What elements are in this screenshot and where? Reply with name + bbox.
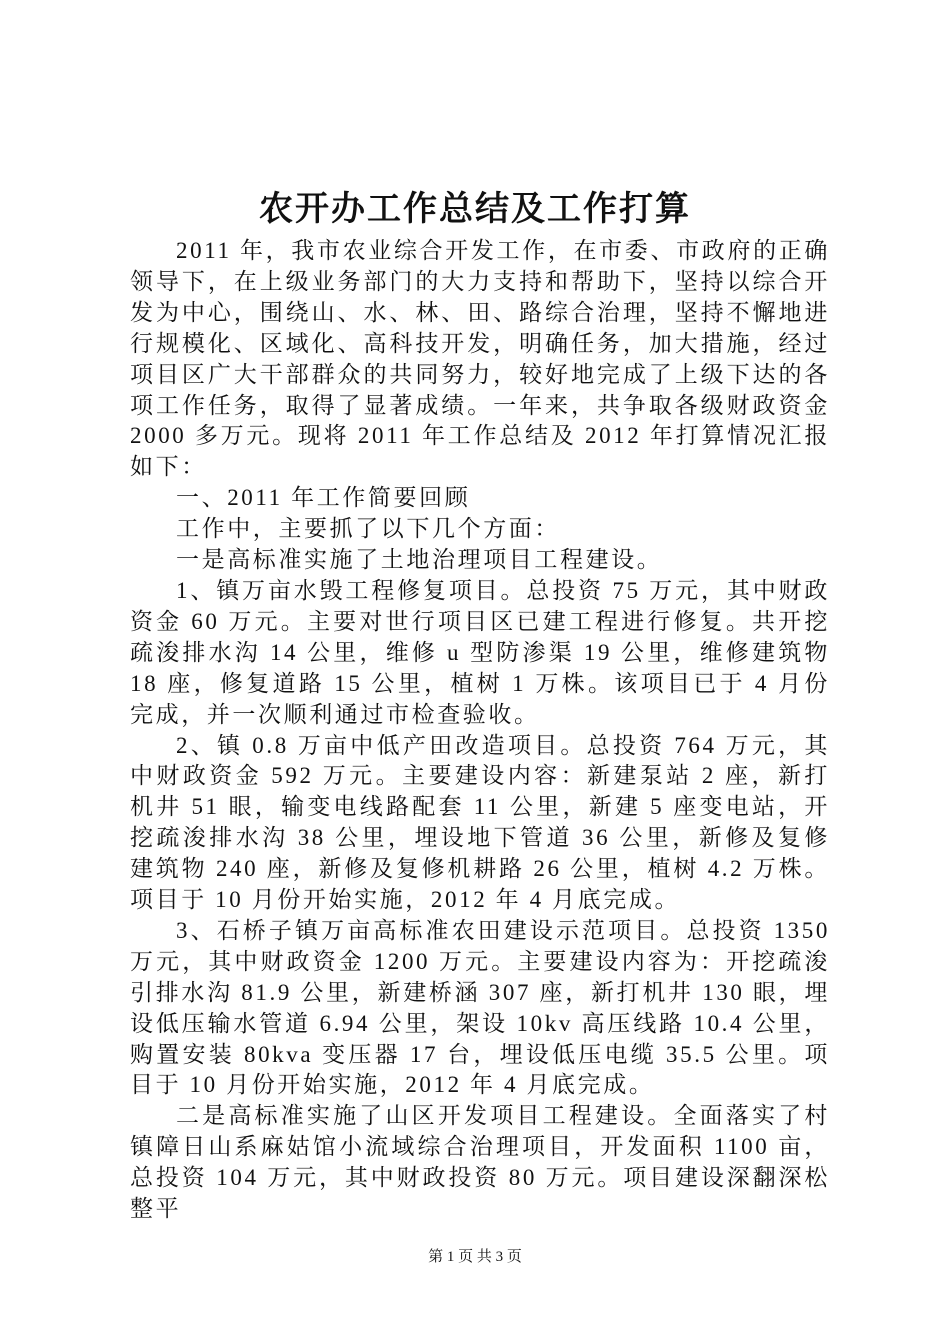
paragraph: 一是高标准实施了土地治理项目工程建设。 (176, 547, 663, 573)
document-body (130, 236, 830, 1225)
paragraph: 工作中，主要抓了以下几个方面： (176, 516, 560, 542)
paragraph-intro: 2011 年，我市农业综合开发工作，在市委、市政府的正确领导下，在上级业务部门的大力支持和帮助下，坚持以综合开发为中心，围绕山、水、林、田、路综合治理，坚持不懈地进行规模化、区域化、高科技开发，明确任务，加大措施，经过项目区广大干部群众的共同努力，较好地完成了上级下达的各项工作任务，取得了显著成绩。一年来，共争取各级财政资金2000 多万元。现将 2011 年工作总结及 2012 年打算情况汇报如下： (130, 238, 830, 480)
document-title: 农开办工作总结及工作打算 (259, 189, 691, 229)
paragraph: 2、镇 0.8 万亩中低产田改造项目。总投资 764 万元，其中财政资金 592 万元。主要建设内容：新建泵站 2 座，新打机井 51 眼，输变电线路配套 11 公里，新建 5 座变电站，开挖疏浚排水沟 38 公里，埋设地下管道 36 公里，新修及复修建筑物 240 座，新修及复修机耕路 26 公里，植树 4.2 万株。项目于 10 月份开始实施，2012 年 4 月底完成。 (130, 732, 830, 913)
page-footer: 第 1 页 共 3 页 (428, 1249, 522, 1265)
paragraph: 1、镇万亩水毁工程修复项目。总投资 75 万元，其中财政资金 60 万元。主要对世行项目区已建工程进行修复。共开挖疏浚排水沟 14 公里，维修 u 型防渗渠 19 公里，维修建筑物 18 座，修复道路 15 公里，植树 1 万株。该项目已于 4 月份完成，并一次顺利通过市检查验收。 (130, 577, 830, 727)
paragraph: 3、石桥子镇万亩高标准农田建设示范项目。总投资 1350 万元，其中财政资金 1200 万元。主要建设内容为：开挖疏浚引排水沟 81.9 公里，新建桥涵 307 座，新打机井 130 眼，埋设低压输水管道 6.94 公里，架设 10kv 高压线路 10.4 公里，购置安装 80kva 变压器 17 台，埋设低压电缆 35.5 公里。项目于 10 月份开始实施，2012 年 4 月底完成。 (130, 917, 830, 1098)
paragraph: 二是高标准实施了山区开发项目工程建设。全面落实了村镇障日山系麻姑馆小流域综合治理项目，开发面积 1100 亩，总投资 104 万元，其中财政投资 80 万元。项目建设深翻深松整平 (130, 1103, 830, 1222)
section-heading: 一、2011 年工作简要回顾 (176, 485, 471, 511)
